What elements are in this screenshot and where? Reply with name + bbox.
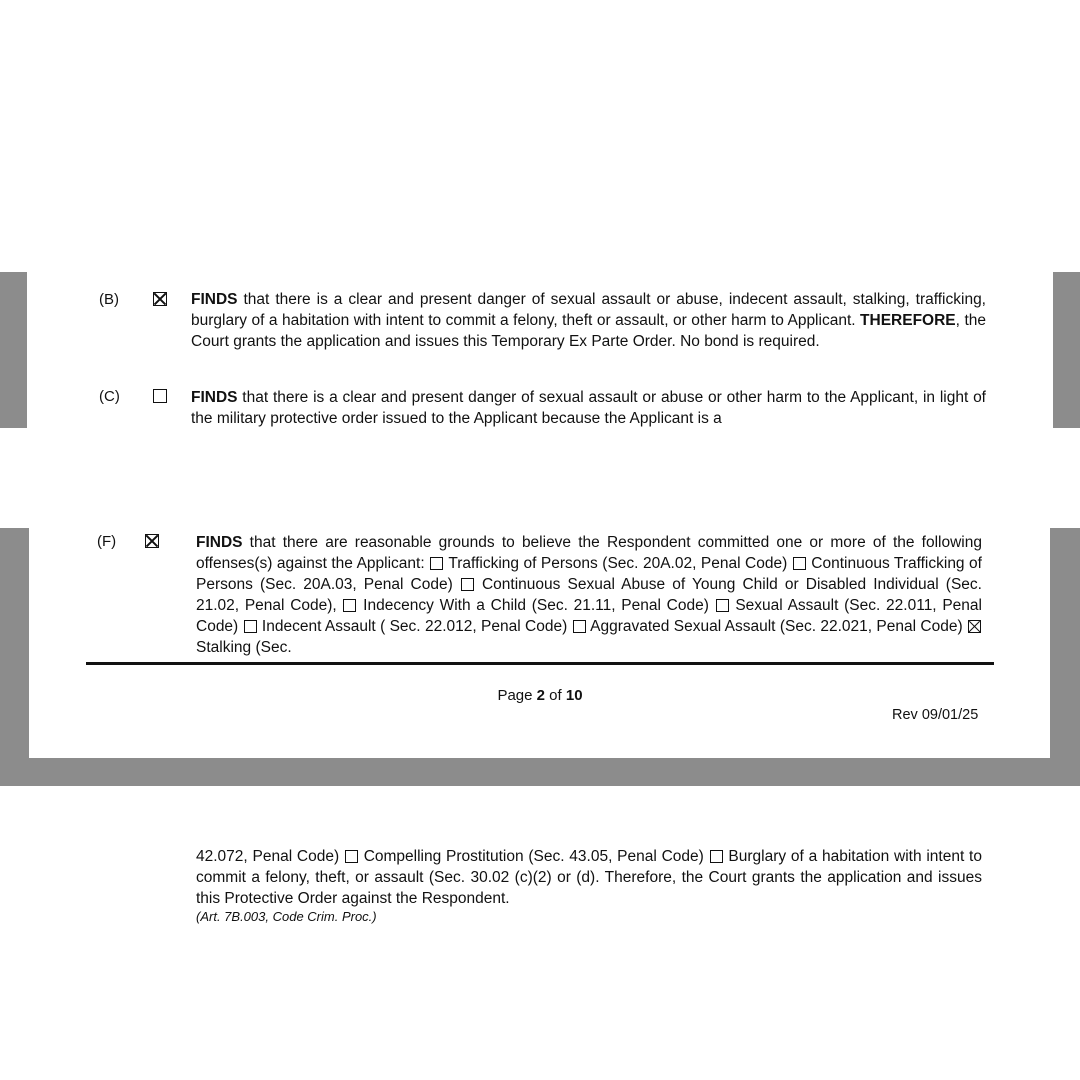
section-b-lead: FINDS bbox=[191, 291, 238, 308]
offense-text: Continuous Trafficking of Persons (Sec. 20A.03, Penal Code) bbox=[196, 555, 982, 593]
continuation-start: 42.072, Penal Code) bbox=[196, 848, 344, 865]
section-c-checkbox[interactable] bbox=[153, 389, 167, 403]
section-b-checkbox[interactable] bbox=[153, 292, 167, 306]
offense-checkbox[interactable] bbox=[710, 850, 723, 863]
section-f-lead: FINDS bbox=[196, 534, 243, 551]
page-current: 2 bbox=[536, 687, 545, 704]
offense-checkbox[interactable] bbox=[345, 850, 358, 863]
section-c-text bbox=[191, 387, 986, 429]
revision-date: Rev 09/01/25 bbox=[892, 707, 979, 723]
offense-text: Compelling Prostitution (Sec. 43.05, Penal Code) bbox=[358, 848, 709, 865]
section-b-text-a: that there is a clear and present danger of sexual assault or abuse, indecent assault, stalking, trafficking, burglary of a habitation with intent to commit a felony, theft or assault, or other harm to Applicant. bbox=[191, 291, 986, 329]
offense-text: Continuous Sexual Abuse of Young Child or Disabled Individual (Sec. 21.02, Penal Code), bbox=[196, 576, 982, 614]
offense-text: Indecency With a Child (Sec. 21.11, Penal Code) bbox=[357, 597, 715, 614]
section-f-intro: that there are reasonable grounds to believe the Respondent committed one or more of the following offenses(s) against the Applicant: bbox=[196, 534, 982, 572]
offense-checkbox[interactable] bbox=[793, 557, 806, 570]
offense-text: Trafficking of Persons (Sec. 20A.02, Penal Code) bbox=[444, 555, 792, 572]
offense-text: Aggravated Sexual Assault (Sec. 22.021, Penal Code) bbox=[586, 618, 967, 635]
section-b-text bbox=[191, 289, 986, 352]
section-c-lead: FINDS bbox=[191, 389, 238, 406]
statute-citation: (Art. 7B.003, Code Crim. Proc.) bbox=[196, 909, 377, 924]
offense-checkbox[interactable] bbox=[573, 620, 586, 633]
offense-checkbox[interactable] bbox=[343, 599, 356, 612]
page-number bbox=[0, 687, 1080, 704]
offense-checkbox[interactable] bbox=[244, 620, 257, 633]
footer-rule bbox=[86, 662, 994, 665]
offense-text: Burglary of a habitation with intent to commit a felony, theft, or assault (Sec. 30.02 (c)(2) or (d). Therefore, the Court grants the application and issues this Protective Order against the Respondent. bbox=[196, 848, 982, 907]
section-f-checkbox[interactable] bbox=[145, 534, 159, 548]
continuation-text bbox=[196, 846, 982, 909]
section-f-text bbox=[196, 532, 982, 658]
offense-checkbox[interactable] bbox=[461, 578, 474, 591]
section-c-text-a: that there is a clear and present danger of sexual assault or abuse or other harm to the Applicant, in light of the military protective order issued to the Applicant because the Applicant is a bbox=[191, 389, 986, 427]
page-total: 10 bbox=[565, 687, 583, 704]
offense-text: Stalking (Sec. bbox=[196, 639, 292, 656]
offense-checkbox[interactable] bbox=[716, 599, 729, 612]
offense-text: Indecent Assault ( Sec. 22.012, Penal Code) bbox=[257, 618, 572, 635]
page-prefix: Page bbox=[497, 687, 537, 704]
section-b-label: (B) bbox=[99, 291, 119, 308]
offense-checkbox[interactable] bbox=[968, 620, 981, 633]
section-b-emphasis: THEREFORE bbox=[860, 312, 956, 329]
offense-checkbox[interactable] bbox=[430, 557, 443, 570]
section-c-label: (C) bbox=[99, 388, 120, 405]
offense-text: Sexual Assault (Sec. 22.011, Penal Code) bbox=[196, 597, 982, 635]
section-b-text-b: , the Court grants the application and issues this Temporary Ex Parte Order. No bond is required. bbox=[191, 312, 986, 350]
section-f-label: (F) bbox=[97, 533, 117, 550]
page-of: of bbox=[545, 687, 566, 704]
